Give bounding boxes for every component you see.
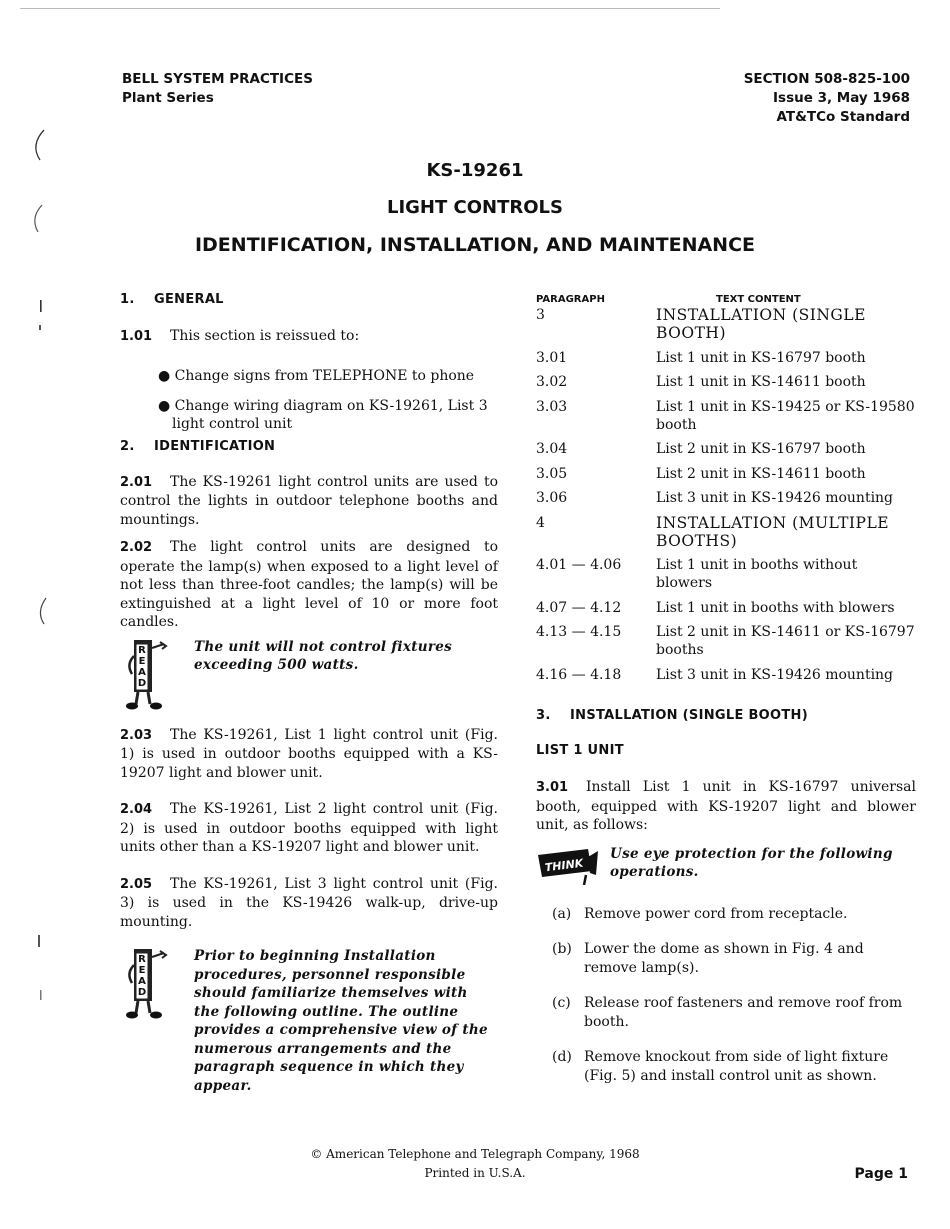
section-2-heading: 2. IDENTIFICATION: [120, 438, 276, 454]
copyright: © American Telephone and Telegraph Company, 1968: [310, 1147, 640, 1161]
standard-label: AT&TCo Standard: [776, 109, 910, 125]
read-letter: D: [137, 677, 147, 689]
think-sign-icon: [536, 845, 600, 885]
page-number: Page 1: [854, 1166, 908, 1182]
printed-in: Printed in U.S.A.: [424, 1166, 526, 1180]
table-row: 3 INSTALLATION (SINGLE BOOTH): [536, 306, 866, 342]
table-row: 3.03 List 1 unit in KS-19425 or KS-19580 booth: [536, 398, 915, 433]
section-3-heading: 3. INSTALLATION (SINGLE BOOTH): [536, 708, 808, 723]
list-item: (a) Remove power cord from receptacle.: [552, 905, 848, 922]
notice-text: The unit will not control fixtures exceeding 500 watts.: [194, 638, 453, 673]
paragraph-1-01: 1.01 This section is reissued to:: [120, 328, 360, 344]
series-name: BELL SYSTEM PRACTICES: [122, 71, 313, 87]
think-notice: [536, 845, 916, 885]
think-sign-text: THINK: [544, 856, 584, 874]
list-1-subheading: LIST 1 UNIT: [536, 743, 624, 758]
col-paragraph-header: PARAGRAPH: [536, 293, 605, 305]
section-number: SECTION 508-825-100: [743, 71, 910, 87]
table-row: 4.16 — 4.18 List 3 unit in KS-19426 mounting: [536, 666, 894, 683]
read-figure-icon: [120, 945, 178, 1021]
table-row: 3.06 List 3 unit in KS-19426 mounting: [536, 490, 894, 506]
read-letter: D: [137, 987, 147, 998]
footer: [0, 1145, 950, 1183]
notice-text: Use eye protection for the following operations.: [610, 845, 893, 880]
read-letter: A: [138, 976, 146, 987]
list-item: (b) Lower the dome as shown in Fig. 4 and remove lamp(s).: [552, 941, 864, 976]
table-row: 4.13 — 4.15 List 2 unit in KS-14611 or KS-16797 booths: [536, 624, 915, 658]
notice-text: Prior to beginning Installation procedures, personnel responsible should familiarize themselves with the following outline. The outline provides a comprehensive view of the numerous arrangements and the paragraph sequence in which they appear.: [194, 948, 488, 1094]
read-letter: R: [138, 954, 146, 965]
table-header-row: [536, 292, 916, 306]
bullet-item: ● Change signs from TELEPHONE to phone: [158, 367, 475, 384]
table-row: 4 INSTALLATION (MULTIPLE BOOTHS): [536, 513, 890, 550]
scan-margin-marks: [0, 0, 80, 1229]
read-notice-1: [120, 636, 498, 712]
paragraph-2-03: 2.03 The KS-19261, List 1 light control unit (Fig. 1) is used in outdoor booths equipped with a KS-19207 light and blower unit.: [120, 726, 498, 781]
table-row: 3.02 List 1 unit in KS-14611 booth: [536, 374, 866, 390]
read-figure-icon: [120, 636, 178, 712]
section-1-heading: 1. GENERAL: [120, 292, 224, 307]
list-item: (c) Release roof fasteners and remove roof from booth.: [552, 995, 903, 1030]
col-text-header: TEXT CONTENT: [716, 293, 801, 305]
steps-list: [536, 905, 916, 1086]
right-column: [536, 292, 916, 1085]
paragraph-2-01: 2.01 The KS-19261 light control units are used to control the lights in outdoor telephone booths and mountings.: [120, 473, 498, 528]
doc-code: KS-19261: [426, 160, 524, 181]
read-letter: E: [138, 965, 146, 976]
contents-table: [536, 292, 916, 690]
table-row: 3.01 List 1 unit in KS-16797 booth: [536, 349, 866, 366]
table-row: 3.04 List 2 unit in KS-16797 booth: [536, 441, 866, 457]
read-letter: E: [138, 655, 146, 667]
table-row: 3.05 List 2 unit in KS-14611 booth: [536, 465, 866, 482]
series-sub: Plant Series: [122, 90, 214, 106]
read-notice-2: [120, 945, 498, 1095]
doc-scope: IDENTIFICATION, INSTALLATION, AND MAINTENANCE: [194, 234, 756, 256]
left-column: [120, 292, 498, 1095]
table-row: 4.07 — 4.12 List 1 unit in booths with blowers: [536, 599, 895, 616]
paragraph-3-01: 3.01 Install List 1 unit in KS-16797 universal booth, equipped with KS-19207 light and blower unit, as follows:: [536, 779, 916, 833]
issue-date: Issue 3, May 1968: [773, 90, 910, 106]
paragraph-2-05: 2.05 The KS-19261, List 3 light control unit (Fig. 3) is used in the KS-19426 walk-up, drive-up mounting.: [120, 875, 498, 930]
read-letter: A: [138, 666, 146, 678]
list-item: (d) Remove knockout from side of light fixture (Fig. 5) and install control unit as shown.: [552, 1049, 889, 1084]
doc-subject: LIGHT CONTROLS: [386, 197, 563, 218]
read-letter: R: [138, 644, 146, 656]
paragraph-2-04: 2.04 The KS-19261, List 2 light control unit (Fig. 2) is used in outdoor booths equipped with light units other than a KS-19207 light and blower unit.: [120, 801, 498, 855]
bullet-item: ● Change wiring diagram on KS-19261, List 3 light control unit: [158, 397, 488, 432]
paragraph-2-02: 2.02 The light control units are designed to operate the lamp(s) when exposed to a light level of not less than three-foot candles; the lamp(s) will be extinguished at a light level of 10 or more foot candles.: [120, 539, 498, 630]
scan-top-line: [20, 8, 720, 9]
table-row: 4.01 — 4.06 List 1 unit in booths without blowers: [536, 557, 858, 591]
header-left: [122, 70, 313, 108]
header-right: [744, 70, 910, 127]
